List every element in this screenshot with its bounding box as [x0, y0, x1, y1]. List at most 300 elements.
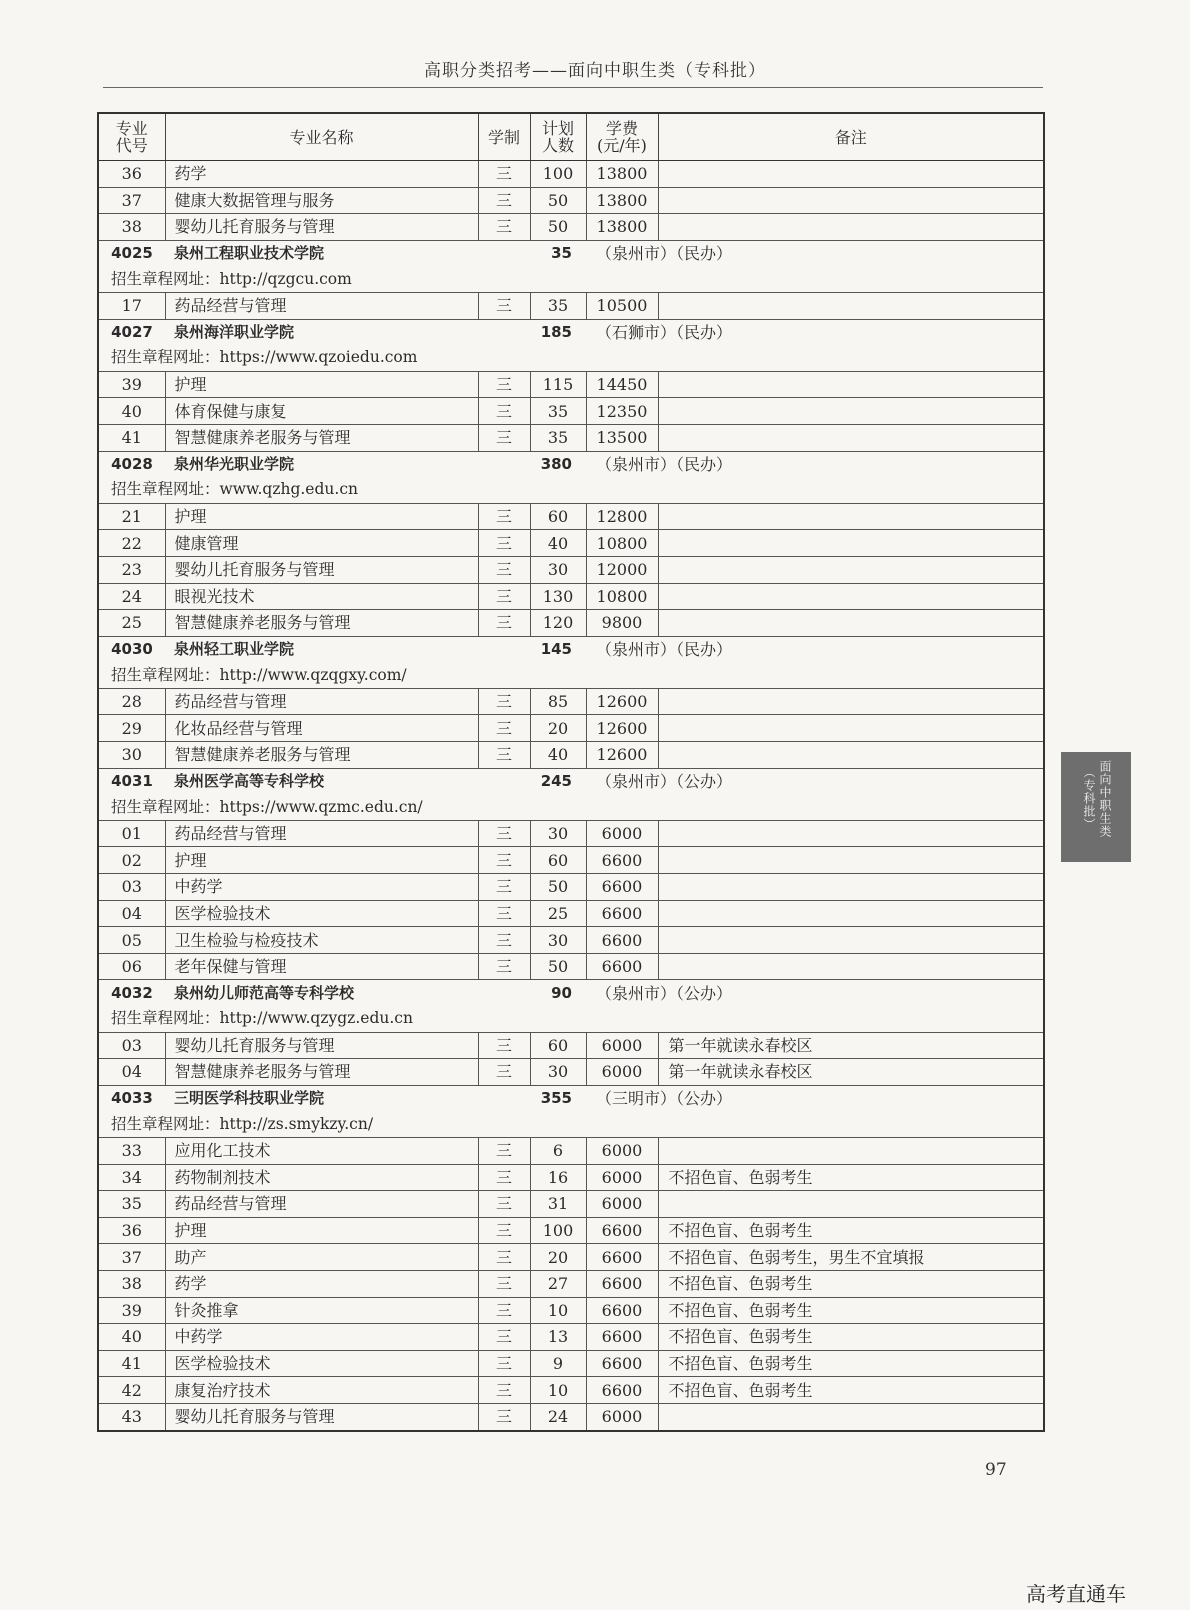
major-name: 药品经营与管理	[165, 1191, 478, 1218]
school-row	[98, 240, 1044, 266]
school-url-row	[98, 1111, 1044, 1137]
major-note	[658, 874, 1044, 901]
major-code: 03	[98, 874, 165, 901]
major-fee: 12800	[586, 503, 658, 530]
major-name: 药学	[165, 1270, 478, 1297]
major-code: 42	[98, 1377, 165, 1404]
major-name: 药学	[165, 161, 478, 188]
major-note: 第一年就读永春校区	[658, 1059, 1044, 1086]
major-fee: 10500	[586, 292, 658, 319]
school-url-row	[98, 477, 1044, 503]
major-name: 老年保健与管理	[165, 953, 478, 980]
major-note	[658, 292, 1044, 319]
major-note: 不招色盲、色弱考生	[658, 1297, 1044, 1324]
major-plan-count: 35	[530, 292, 586, 319]
table-row	[98, 820, 1044, 847]
major-duration: 三	[478, 1217, 530, 1244]
major-code: 25	[98, 610, 165, 637]
major-fee: 12600	[586, 742, 658, 769]
major-fee: 6000	[586, 1032, 658, 1059]
major-note	[658, 847, 1044, 874]
major-note	[658, 1403, 1044, 1430]
school-location-type: （泉州市）（民办）	[586, 451, 1044, 477]
major-code: 43	[98, 1403, 165, 1430]
school-location-type: （三明市）（公办）	[586, 1085, 1044, 1111]
major-code: 04	[98, 1059, 165, 1086]
school-row	[98, 980, 1044, 1006]
school-location-type: （泉州市）（民办）	[586, 240, 1044, 266]
major-duration: 三	[478, 1324, 530, 1351]
page-header-title: 高职分类招考——面向中职生类（专科批）	[424, 61, 766, 81]
table-body	[98, 161, 1044, 1431]
major-duration: 三	[478, 847, 530, 874]
major-duration: 三	[478, 371, 530, 398]
major-plan-count: 27	[530, 1270, 586, 1297]
major-fee: 13500	[586, 424, 658, 451]
table-row	[98, 292, 1044, 319]
major-plan-count: 50	[530, 953, 586, 980]
major-plan-count: 20	[530, 715, 586, 742]
major-duration: 三	[478, 953, 530, 980]
major-code: 05	[98, 927, 165, 954]
major-code: 36	[98, 161, 165, 188]
major-plan-count: 16	[530, 1164, 586, 1191]
table-row	[98, 927, 1044, 954]
major-duration: 三	[478, 1244, 530, 1271]
major-note: 不招色盲、色弱考生	[658, 1377, 1044, 1404]
major-note: 不招色盲、色弱考生	[658, 1324, 1044, 1351]
school-name: 泉州华光职业学院	[165, 451, 530, 477]
major-name: 婴幼儿托育服务与管理	[165, 1403, 478, 1430]
school-location-type: （泉州市）（民办）	[586, 636, 1044, 662]
major-duration: 三	[478, 187, 530, 214]
major-name: 健康管理	[165, 530, 478, 557]
major-name: 药物制剂技术	[165, 1164, 478, 1191]
major-plan-count: 40	[530, 742, 586, 769]
major-code: 35	[98, 1191, 165, 1218]
major-fee: 10800	[586, 583, 658, 610]
major-code: 01	[98, 820, 165, 847]
major-name: 中药学	[165, 874, 478, 901]
table-row	[98, 371, 1044, 398]
table-row	[98, 187, 1044, 214]
major-duration: 三	[478, 1403, 530, 1430]
major-note	[658, 610, 1044, 637]
major-name: 护理	[165, 371, 478, 398]
table-row	[98, 424, 1044, 451]
school-row	[98, 451, 1044, 477]
table-row	[98, 742, 1044, 769]
major-code: 06	[98, 953, 165, 980]
major-code: 40	[98, 398, 165, 425]
major-duration: 三	[478, 1191, 530, 1218]
school-name: 泉州海洋职业学院	[165, 319, 530, 345]
major-plan-count: 35	[530, 424, 586, 451]
table-row	[98, 1217, 1044, 1244]
major-name: 卫生检验与检疫技术	[165, 927, 478, 954]
school-charter-url: 招生章程网址：https://www.qzmc.edu.cn/	[111, 797, 423, 816]
major-duration: 三	[478, 742, 530, 769]
major-plan-count: 31	[530, 1191, 586, 1218]
major-duration: 三	[478, 1297, 530, 1324]
school-charter-url: 招生章程网址：http://zs.smykzy.cn/	[111, 1114, 374, 1133]
page-number: 97	[985, 1460, 1007, 1480]
major-fee: 13800	[586, 187, 658, 214]
major-duration: 三	[478, 715, 530, 742]
school-code: 4027	[98, 319, 165, 345]
major-plan-count: 25	[530, 900, 586, 927]
school-name: 泉州工程职业技术学院	[165, 240, 530, 266]
major-fee: 12350	[586, 398, 658, 425]
major-name: 中药学	[165, 1324, 478, 1351]
major-fee: 6600	[586, 953, 658, 980]
major-plan-count: 6	[530, 1137, 586, 1164]
major-plan-count: 130	[530, 583, 586, 610]
school-url-row	[98, 662, 1044, 688]
school-location-type: （泉州市）（公办）	[586, 980, 1044, 1006]
major-code: 24	[98, 583, 165, 610]
table-row	[98, 503, 1044, 530]
major-plan-count: 24	[530, 1403, 586, 1430]
school-code: 4025	[98, 240, 165, 266]
major-note: 不招色盲、色弱考生	[658, 1217, 1044, 1244]
major-name: 化妆品经营与管理	[165, 715, 478, 742]
major-fee: 6000	[586, 1137, 658, 1164]
table-row	[98, 1191, 1044, 1218]
school-code: 4033	[98, 1085, 165, 1111]
school-code: 4028	[98, 451, 165, 477]
major-plan-count: 13	[530, 1324, 586, 1351]
school-charter-url: 招生章程网址：https://www.qzoiedu.com	[111, 348, 418, 367]
major-note: 不招色盲、色弱考生	[658, 1270, 1044, 1297]
table-row	[98, 530, 1044, 557]
major-fee: 13800	[586, 214, 658, 241]
major-plan-count: 50	[530, 187, 586, 214]
major-name: 医学检验技术	[165, 900, 478, 927]
table-row	[98, 1350, 1044, 1377]
major-note	[658, 424, 1044, 451]
major-note	[658, 742, 1044, 769]
major-note	[658, 530, 1044, 557]
major-code: 30	[98, 742, 165, 769]
major-duration: 三	[478, 1059, 530, 1086]
school-row	[98, 319, 1044, 345]
major-fee: 6600	[586, 1244, 658, 1271]
table-row	[98, 1297, 1044, 1324]
major-duration: 三	[478, 1164, 530, 1191]
table-row	[98, 688, 1044, 715]
major-fee: 6000	[586, 1164, 658, 1191]
major-code: 36	[98, 1217, 165, 1244]
major-fee: 6600	[586, 847, 658, 874]
major-duration: 三	[478, 292, 530, 319]
school-location-type: （石狮市）（民办）	[586, 319, 1044, 345]
section-side-tab	[1061, 752, 1131, 862]
col-header-name: 专业名称	[165, 113, 478, 161]
major-plan-count: 30	[530, 1059, 586, 1086]
major-fee: 6600	[586, 1217, 658, 1244]
major-fee: 6000	[586, 1059, 658, 1086]
major-name: 智慧健康养老服务与管理	[165, 742, 478, 769]
major-duration: 三	[478, 1032, 530, 1059]
school-url-row	[98, 266, 1044, 292]
major-fee: 10800	[586, 530, 658, 557]
major-plan-count: 20	[530, 1244, 586, 1271]
school-row	[98, 768, 1044, 794]
table-row	[98, 1324, 1044, 1351]
major-code: 37	[98, 187, 165, 214]
major-plan-count: 85	[530, 688, 586, 715]
school-plan-total: 245	[530, 768, 586, 794]
school-url-row	[98, 1006, 1044, 1032]
major-fee: 12000	[586, 556, 658, 583]
major-duration: 三	[478, 214, 530, 241]
table-row	[98, 1164, 1044, 1191]
major-code: 38	[98, 214, 165, 241]
major-name: 应用化工技术	[165, 1137, 478, 1164]
col-header-plan: 计划人数	[530, 113, 586, 161]
col-header-note: 备注	[658, 113, 1044, 161]
school-charter-url: 招生章程网址：http://www.qzygz.edu.cn	[111, 1009, 413, 1028]
major-note	[658, 161, 1044, 188]
major-name: 护理	[165, 503, 478, 530]
table-row	[98, 1059, 1044, 1086]
school-code: 4030	[98, 636, 165, 662]
table-row	[98, 610, 1044, 637]
major-name: 药品经营与管理	[165, 688, 478, 715]
major-name: 康复治疗技术	[165, 1377, 478, 1404]
major-duration: 三	[478, 1377, 530, 1404]
major-duration: 三	[478, 424, 530, 451]
major-duration: 三	[478, 161, 530, 188]
major-fee: 6600	[586, 927, 658, 954]
major-plan-count: 10	[530, 1377, 586, 1404]
major-name: 针灸推拿	[165, 1297, 478, 1324]
major-code: 04	[98, 900, 165, 927]
table-row	[98, 214, 1044, 241]
major-fee: 6600	[586, 1324, 658, 1351]
major-note	[658, 187, 1044, 214]
major-fee: 6000	[586, 1191, 658, 1218]
major-plan-count: 35	[530, 398, 586, 425]
major-duration: 三	[478, 927, 530, 954]
school-row	[98, 636, 1044, 662]
school-charter-url: 招生章程网址：http://qzgcu.com	[111, 269, 352, 288]
major-plan-count: 30	[530, 556, 586, 583]
major-duration: 三	[478, 610, 530, 637]
major-note	[658, 1191, 1044, 1218]
school-plan-total: 35	[530, 240, 586, 266]
major-code: 21	[98, 503, 165, 530]
table-row	[98, 1377, 1044, 1404]
major-note	[658, 371, 1044, 398]
major-duration: 三	[478, 503, 530, 530]
major-fee: 6600	[586, 1297, 658, 1324]
major-duration: 三	[478, 820, 530, 847]
table-row	[98, 1270, 1044, 1297]
table-row	[98, 1032, 1044, 1059]
table-row	[98, 900, 1044, 927]
major-duration: 三	[478, 583, 530, 610]
school-plan-total: 145	[530, 636, 586, 662]
major-plan-count: 9	[530, 1350, 586, 1377]
major-code: 37	[98, 1244, 165, 1271]
major-name: 药品经营与管理	[165, 292, 478, 319]
major-note	[658, 715, 1044, 742]
major-name: 婴幼儿托育服务与管理	[165, 1032, 478, 1059]
major-name: 智慧健康养老服务与管理	[165, 424, 478, 451]
school-plan-total: 380	[530, 451, 586, 477]
watermark-text: 高考直通车	[1026, 1582, 1126, 1606]
major-plan-count: 30	[530, 820, 586, 847]
major-code: 22	[98, 530, 165, 557]
major-fee: 12600	[586, 715, 658, 742]
admission-plan-table	[97, 112, 1045, 1432]
major-name: 护理	[165, 847, 478, 874]
major-code: 33	[98, 1137, 165, 1164]
major-note	[658, 953, 1044, 980]
major-fee: 6000	[586, 820, 658, 847]
school-plan-total: 185	[530, 319, 586, 345]
major-name: 药品经营与管理	[165, 820, 478, 847]
school-charter-url: 招生章程网址：http://www.qzqgxy.com/	[111, 665, 407, 684]
major-code: 41	[98, 1350, 165, 1377]
major-note	[658, 398, 1044, 425]
major-plan-count: 120	[530, 610, 586, 637]
school-name: 泉州医学高等专科学校	[165, 768, 530, 794]
major-note	[658, 556, 1044, 583]
table-row	[98, 847, 1044, 874]
major-fee: 6600	[586, 900, 658, 927]
major-note: 不招色盲、色弱考生	[658, 1164, 1044, 1191]
major-name: 护理	[165, 1217, 478, 1244]
major-name: 眼视光技术	[165, 583, 478, 610]
admission-table-container	[97, 112, 1045, 1432]
major-plan-count: 40	[530, 530, 586, 557]
major-name: 助产	[165, 1244, 478, 1271]
major-note	[658, 900, 1044, 927]
major-plan-count: 60	[530, 1032, 586, 1059]
major-code: 39	[98, 371, 165, 398]
table-row	[98, 1403, 1044, 1430]
school-plan-total: 90	[530, 980, 586, 1006]
major-plan-count: 60	[530, 503, 586, 530]
major-note	[658, 820, 1044, 847]
major-name: 健康大数据管理与服务	[165, 187, 478, 214]
major-duration: 三	[478, 1270, 530, 1297]
major-duration: 三	[478, 1350, 530, 1377]
major-fee: 13800	[586, 161, 658, 188]
major-plan-count: 100	[530, 161, 586, 188]
major-note: 不招色盲、色弱考生，男生不宜填报	[658, 1244, 1044, 1271]
table-row	[98, 161, 1044, 188]
side-tab-sublabel: （专科批）	[1082, 766, 1096, 831]
major-name: 智慧健康养老服务与管理	[165, 1059, 478, 1086]
major-name: 医学检验技术	[165, 1350, 478, 1377]
school-name: 三明医学科技职业学院	[165, 1085, 530, 1111]
school-name: 泉州轻工职业学院	[165, 636, 530, 662]
major-code: 28	[98, 688, 165, 715]
major-duration: 三	[478, 1137, 530, 1164]
major-fee: 9800	[586, 610, 658, 637]
table-row	[98, 953, 1044, 980]
major-duration: 三	[478, 530, 530, 557]
header-divider	[103, 87, 1043, 88]
table-header-row	[98, 113, 1044, 161]
major-fee: 6000	[586, 1403, 658, 1430]
major-plan-count: 30	[530, 927, 586, 954]
table-row	[98, 556, 1044, 583]
major-duration: 三	[478, 900, 530, 927]
school-charter-url: 招生章程网址：www.qzhg.edu.cn	[111, 480, 358, 499]
major-duration: 三	[478, 874, 530, 901]
major-fee: 6600	[586, 1270, 658, 1297]
major-duration: 三	[478, 688, 530, 715]
major-name: 婴幼儿托育服务与管理	[165, 556, 478, 583]
major-name: 体育保健与康复	[165, 398, 478, 425]
major-note	[658, 503, 1044, 530]
school-plan-total: 355	[530, 1085, 586, 1111]
major-note: 第一年就读永春校区	[658, 1032, 1044, 1059]
school-code: 4032	[98, 980, 165, 1006]
table-row	[98, 583, 1044, 610]
major-plan-count: 50	[530, 214, 586, 241]
major-plan-count: 100	[530, 1217, 586, 1244]
major-plan-count: 60	[530, 847, 586, 874]
major-code: 17	[98, 292, 165, 319]
major-plan-count: 10	[530, 1297, 586, 1324]
major-code: 39	[98, 1297, 165, 1324]
school-name: 泉州幼儿师范高等专科学校	[165, 980, 530, 1006]
side-tab-label: 面向中职生类	[1098, 760, 1112, 838]
major-name: 婴幼儿托育服务与管理	[165, 214, 478, 241]
major-duration: 三	[478, 556, 530, 583]
major-name: 智慧健康养老服务与管理	[165, 610, 478, 637]
col-header-duration: 学制	[478, 113, 530, 161]
major-fee: 6600	[586, 1377, 658, 1404]
major-plan-count: 115	[530, 371, 586, 398]
major-code: 34	[98, 1164, 165, 1191]
major-note	[658, 927, 1044, 954]
major-fee: 12600	[586, 688, 658, 715]
major-note	[658, 214, 1044, 241]
major-note	[658, 583, 1044, 610]
major-fee: 6600	[586, 1350, 658, 1377]
school-url-row	[98, 794, 1044, 820]
major-plan-count: 50	[530, 874, 586, 901]
table-row	[98, 398, 1044, 425]
table-row	[98, 715, 1044, 742]
col-header-code: 专业代号	[98, 113, 165, 161]
school-url-row	[98, 345, 1044, 371]
school-location-type: （泉州市）（公办）	[586, 768, 1044, 794]
school-code: 4031	[98, 768, 165, 794]
col-header-fee: 学费(元/年)	[586, 113, 658, 161]
major-note	[658, 1137, 1044, 1164]
major-code: 23	[98, 556, 165, 583]
major-fee: 14450	[586, 371, 658, 398]
major-code: 38	[98, 1270, 165, 1297]
table-row	[98, 1137, 1044, 1164]
major-note	[658, 688, 1044, 715]
major-code: 02	[98, 847, 165, 874]
school-row	[98, 1085, 1044, 1111]
table-row	[98, 1244, 1044, 1271]
major-fee: 6600	[586, 874, 658, 901]
major-note: 不招色盲、色弱考生	[658, 1350, 1044, 1377]
major-code: 40	[98, 1324, 165, 1351]
major-code: 41	[98, 424, 165, 451]
